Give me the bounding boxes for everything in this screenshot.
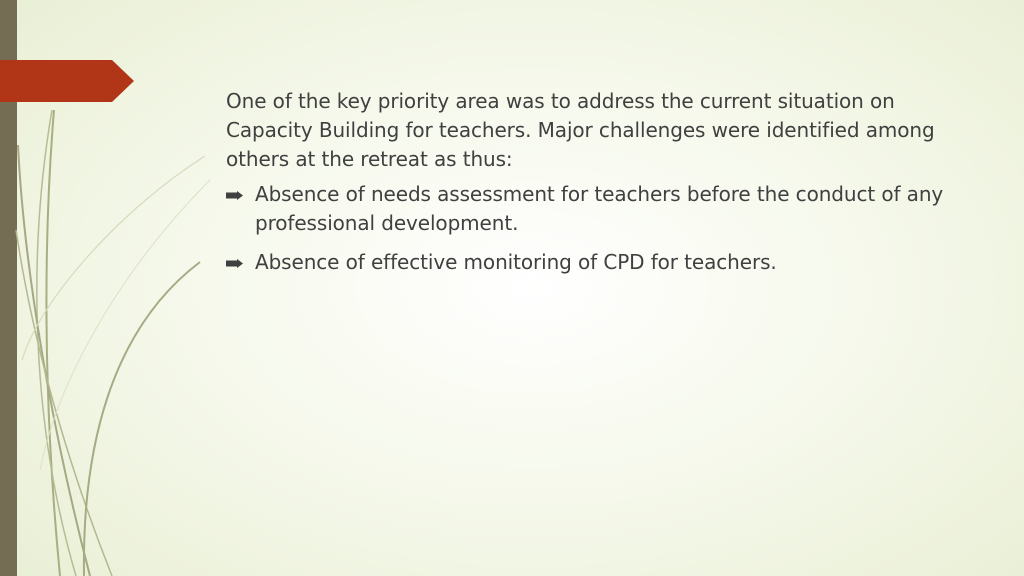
arrow-right-icon: [226, 259, 243, 268]
arrow-right-icon: [226, 191, 243, 200]
bullet-text: Absence of needs assessment for teachers before the conduct of any professional development.: [255, 182, 944, 235]
slide-content: [226, 87, 966, 287]
bullet-text: Absence of effective monitoring of CPD for teachers.: [255, 250, 777, 274]
bullet-item: [226, 180, 966, 238]
bullet-item: [226, 248, 966, 277]
bullet-list: [226, 180, 966, 277]
intro-paragraph: One of the key priority area was to address the current situation on Capacity Building for teachers. Major challenges were identified among others at the retreat as thus:: [226, 89, 935, 171]
accent-tab: [0, 60, 134, 102]
